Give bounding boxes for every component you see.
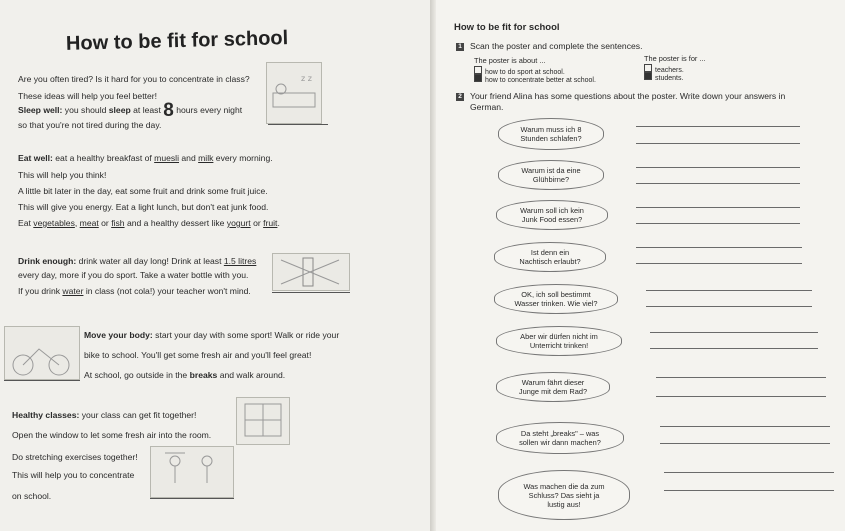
question-8-line-2: sollen wir dann machen? — [519, 438, 601, 447]
eat5-b: , — [74, 218, 80, 228]
answer-line[interactable] — [646, 306, 812, 307]
drink3-a: If you drink — [18, 286, 63, 296]
divider — [272, 292, 350, 293]
sleep-text-a: you should — [62, 105, 109, 115]
task-1 — [456, 41, 642, 51]
question-5-line-2: Wasser trinken. Wie viel? — [514, 299, 598, 308]
task-2-instruction: Your friend Alina has some questions about the poster. Write down your answers in — [470, 91, 786, 101]
poster-about-label: The poster is about ... — [474, 56, 546, 65]
question-7-line-2: Junge mit dem Rad? — [518, 387, 588, 396]
sleep-text-c: at least — [130, 105, 164, 115]
classes-line-5: on school. — [12, 491, 52, 501]
question-bubble-7 — [496, 372, 610, 402]
eat5-f: . — [277, 218, 280, 228]
answer-line[interactable] — [664, 490, 834, 491]
classes-line-4: This will help you to concentrate — [12, 470, 135, 480]
window-icon — [237, 398, 289, 444]
answer-line[interactable] — [636, 143, 800, 144]
task-1-instruction: Scan the poster and complete the sentences. — [470, 41, 643, 51]
bicycle-icon — [5, 327, 79, 379]
eat-meat: meat — [79, 218, 99, 228]
answer-line[interactable] — [656, 396, 826, 397]
question-1-line-1: Warum muss ich 8 — [520, 125, 582, 134]
bed-icon — [267, 63, 321, 123]
classes-line-3: Do stretching exercises together! — [12, 452, 138, 462]
answer-line[interactable] — [660, 443, 830, 444]
drink-text-a: drink water all day long! Drink at least — [76, 256, 224, 266]
drink-paragraph — [18, 256, 256, 266]
question-bubble-6 — [496, 326, 622, 356]
eat-text-a: eat a healthy breakfast of — [52, 153, 155, 163]
eat-line-5 — [18, 218, 280, 228]
question-9-line-1: Was machen die da zum — [523, 481, 605, 491]
move-line-2: bike to school. You'll get some fresh air and you'll feel great! — [84, 350, 312, 360]
question-bubble-5 — [494, 284, 618, 314]
question-6-line-2: Unterricht trinken! — [529, 341, 589, 350]
answer-line[interactable] — [636, 247, 802, 248]
question-5-line-1: OK, ich soll bestimmt — [521, 290, 591, 299]
checked-checkbox-icon[interactable] — [474, 74, 482, 82]
question-bubble-9 — [498, 470, 630, 520]
eat5-d: and a healthy dessert like — [124, 218, 227, 228]
sleeping-illustration — [266, 62, 322, 124]
checkbox-icon[interactable] — [474, 66, 482, 74]
move-breaks: breaks — [189, 370, 218, 380]
task-2-number: 2 — [456, 93, 464, 101]
answer-line[interactable] — [660, 426, 830, 427]
eat-milk: milk — [198, 153, 214, 163]
classes-line-2: Open the window to let some fresh air into the room. — [12, 430, 212, 440]
task-2-instruction-2: German. — [470, 102, 504, 112]
drink-line-3 — [18, 286, 251, 296]
checked-checkbox-icon[interactable] — [644, 72, 652, 80]
stretching-people-icon — [151, 447, 233, 497]
checkbox-icon[interactable] — [644, 64, 652, 72]
sleep-paragraph — [18, 100, 242, 122]
window-illustration — [236, 397, 290, 445]
question-3-line-1: Warum soll ich kein — [520, 206, 584, 215]
answer-line[interactable] — [650, 332, 818, 333]
question-7-line-1: Warum fährt dieser — [521, 378, 585, 387]
answer-line[interactable] — [664, 472, 834, 473]
answer-line[interactable] — [656, 377, 826, 378]
eat-line-4: This will give you energy. Eat a light lunch, but don't eat junk food. — [18, 202, 269, 212]
eat-fish: fish — [111, 218, 125, 228]
question-bubble-8 — [496, 422, 624, 454]
drink3-b: in class (not cola!) your teacher won't mind. — [83, 286, 251, 296]
answer-line[interactable] — [636, 207, 800, 208]
intro-line-1: Are you often tired? Is it hard for you to concentrate in class? — [18, 74, 250, 84]
sleep-text-d: hours every night — [173, 105, 243, 115]
drink-heading: Drink enough: — [18, 256, 77, 266]
eat-text-c: every morning. — [213, 153, 273, 163]
answer-line[interactable] — [636, 183, 800, 184]
question-bubble-2 — [498, 160, 604, 190]
eat-text-b: and — [179, 153, 199, 163]
eat5-e: or — [250, 218, 264, 228]
eat-heading: Eat well: — [18, 153, 53, 163]
eat-line-2: This will help you think! — [18, 170, 107, 180]
task-1-number: 1 — [456, 43, 464, 51]
poster-for-label: The poster is for ... — [644, 54, 706, 63]
poster-title: How to be fit for school — [65, 27, 289, 55]
intro-line-2: These ideas will help you feel better! — [18, 91, 158, 101]
sleep-keyword: sleep — [108, 105, 131, 115]
eat5-c: or — [98, 218, 112, 228]
drink-water: water — [62, 286, 84, 296]
worksheet-title: How to be fit for school — [454, 22, 560, 33]
eat-fruit: fruit — [263, 218, 278, 228]
for-option-1-label: teachers. — [655, 67, 684, 74]
drink-line-2: every day, more if you do sport. Take a water bottle with you. — [18, 270, 249, 280]
eat-muesli: muesli — [154, 153, 179, 163]
move-text-a: start your day with some sport! Walk or ride your — [152, 330, 340, 340]
sleep-line-2: so that you're not tired during the day. — [18, 120, 162, 130]
sleep-hours: 8 — [163, 100, 174, 121]
eat5-a: Eat — [18, 218, 34, 228]
answer-line[interactable] — [636, 263, 802, 264]
answer-line[interactable] — [646, 290, 812, 291]
question-4-line-2: Nachtisch erlaubt? — [519, 257, 581, 266]
answer-line[interactable] — [636, 223, 800, 224]
task-2 — [456, 91, 785, 101]
question-1-line-2: Stunden schlafen? — [520, 134, 582, 143]
stretching-illustration — [150, 446, 234, 498]
answer-line[interactable] — [636, 126, 800, 127]
about-option-2-label: how to concentrate better at school. — [485, 77, 596, 84]
eat-paragraph — [18, 153, 273, 163]
question-2-line-1: Warum ist da eine — [521, 166, 581, 175]
classes-heading: Healthy classes: — [12, 410, 80, 420]
sleep-heading: Sleep well: — [18, 105, 63, 115]
question-4-line-1: Ist denn ein — [530, 248, 570, 257]
move-heading: Move your body: — [84, 330, 153, 340]
question-bubble-4 — [494, 242, 606, 272]
divider — [150, 498, 234, 499]
cycling-illustration — [4, 326, 80, 380]
question-9-line-2: Schluss? Das sieht ja — [528, 490, 600, 500]
drink-amount: 1.5 litres — [223, 256, 257, 266]
eat-yogurt: yogurt — [226, 218, 251, 228]
answer-line[interactable] — [650, 348, 818, 349]
question-2-line-2: Glühbirne? — [532, 175, 570, 184]
question-3-line-2: Junk Food essen? — [521, 215, 583, 224]
question-6-line-1: Aber wir dürfen nicht im — [520, 332, 598, 341]
move3-c: and walk around. — [217, 370, 286, 380]
classes-paragraph — [12, 410, 196, 420]
answer-line[interactable] — [636, 167, 800, 168]
question-9-line-3: lustig aus! — [547, 499, 581, 509]
move-line-3 — [84, 370, 285, 380]
bottle-icon — [273, 254, 349, 290]
for-option-2[interactable] — [644, 72, 683, 82]
question-bubble-1 — [498, 118, 604, 150]
for-option-2-label: students. — [655, 75, 684, 82]
question-8-line-1: Da steht „breaks" – was — [520, 429, 600, 438]
about-option-1-label: how to do sport at school. — [485, 69, 565, 76]
divider — [4, 380, 80, 381]
divider — [268, 124, 328, 125]
eat-line-3: A little bit later in the day, eat some fruit and drink some fruit juice. — [18, 186, 268, 196]
svg-text:z z: z z — [301, 74, 312, 83]
classes-text-a: your class can get fit together! — [79, 410, 197, 420]
about-option-2[interactable] — [474, 74, 596, 84]
question-bubble-3 — [496, 200, 608, 230]
copyright-note — [424, 200, 438, 350]
move3-a: At school, go outside in the — [84, 370, 190, 380]
eat-vegetables: vegetables — [33, 218, 75, 228]
move-paragraph — [84, 330, 339, 340]
water-bottle-illustration — [272, 253, 350, 291]
